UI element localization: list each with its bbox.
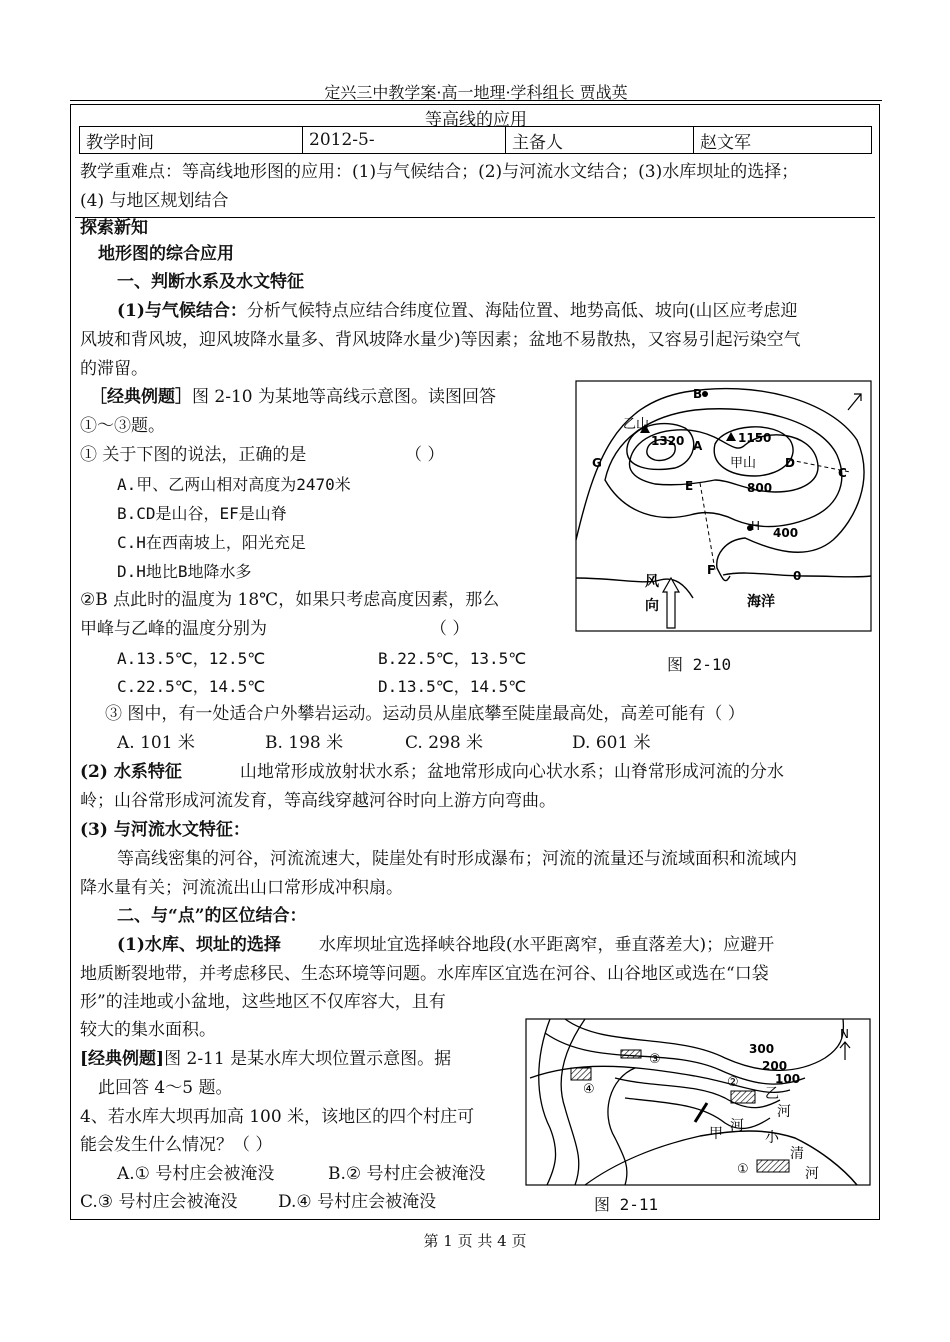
q3-option-a: A. 101 米 xyxy=(117,733,195,753)
village-2-block xyxy=(731,1091,755,1103)
header-rule xyxy=(70,100,882,101)
section-rule xyxy=(75,217,875,218)
figure2-border xyxy=(526,1019,870,1185)
label-village-3: ③ xyxy=(649,1052,661,1067)
point-B-dot xyxy=(702,391,708,397)
example1-intro-text: 图 2-10 为某地等高线示意图。读图回答 xyxy=(192,387,496,407)
hydrology-label: (3) 与河流水文特征： xyxy=(80,820,250,840)
key-points-line1: 教学重难点：等高线地形图的应用：(1)与气候结合；(2)与河流水文结合；(3)水库坝址的选择； xyxy=(80,162,799,182)
label-river-3: 河 xyxy=(805,1166,819,1182)
label-G: G xyxy=(592,456,602,470)
label-village-2: ② xyxy=(727,1075,739,1090)
label-D: D xyxy=(785,456,795,470)
q3-stem: ③ 图中，有一处适合户外攀岩运动。运动员从崖底攀至陡崖最高处，高差可能有（ ） xyxy=(105,704,745,724)
q1-option-a: A.甲、乙两山相对高度为2470米 xyxy=(117,475,351,494)
example1-tag: ［经典例题］ xyxy=(90,387,192,407)
label-wind-1: 风 xyxy=(645,574,659,590)
figure2-caption: 图 2-11 xyxy=(594,1195,659,1214)
label-jiashan: 甲山 xyxy=(730,456,757,471)
example2-tag: [经典例题] xyxy=(80,1049,165,1069)
q1-answer-paren: （ ） xyxy=(405,445,445,465)
q4-option-b: B.② 号村庄会被淹没 xyxy=(328,1164,486,1184)
label-peak2: 1150 xyxy=(738,431,772,445)
hydrology-line2: 降水量有关；河流流出山口常形成冲积扇。 xyxy=(80,878,403,898)
info-cell-date: 2012-5- xyxy=(303,127,506,154)
label-400: 400 xyxy=(773,526,799,540)
q2-option-a: A.13.5℃，12.5℃ xyxy=(117,649,266,668)
dam-line4: 较大的集水面积。 xyxy=(80,1020,216,1040)
q2-stem-a: ②B 点此时的温度为 18℃，如果只考虑高度因素，那么 xyxy=(80,590,500,610)
example1-intro-b: ①～③题。 xyxy=(80,416,165,436)
label-200: 200 xyxy=(762,1059,788,1073)
label-wind-2: 向 xyxy=(645,598,659,614)
q4-option-d: D.④ 号村庄会被淹没 xyxy=(278,1192,437,1212)
label-800: 800 xyxy=(747,481,773,495)
label-A: A xyxy=(693,439,703,453)
q2-option-b: B.22.5℃，13.5℃ xyxy=(378,649,527,668)
figure1-caption: 图 2-10 xyxy=(667,655,732,674)
info-cell-teaching-time: 教学时间 xyxy=(80,127,303,154)
subsection-heading: 地形图的综合应用 xyxy=(98,244,234,264)
village-3-block xyxy=(621,1050,641,1058)
climate-label: (1)与气候结合： xyxy=(117,301,247,321)
label-qing: 清 xyxy=(790,1146,804,1162)
label-B: B xyxy=(693,387,703,401)
heading-water-system: 一、判断水系及水文特征 xyxy=(117,272,304,292)
label-village-4: ④ xyxy=(583,1082,595,1097)
q4-stem-a: 4、若水库大坝再加高 100 米，该地区的四个村庄可 xyxy=(80,1107,475,1127)
climate-text1: 分析气候特点应结合纬度位置、海陆位置、地势高低、坡向(山区应考虑迎 xyxy=(246,301,798,321)
dam-line1 xyxy=(117,931,774,960)
label-jia: 甲 xyxy=(709,1126,723,1142)
climate-line1 xyxy=(117,297,798,326)
label-0: 0 xyxy=(793,569,802,583)
label-village-1: ① xyxy=(737,1162,749,1177)
page-header: 定兴三中教学案·高一地理·学科组长 贾战英 xyxy=(324,83,628,102)
info-table xyxy=(79,126,872,154)
q2-option-d: D.13.5℃，14.5℃ xyxy=(378,677,527,696)
q3-option-b: B. 198 米 xyxy=(265,733,344,753)
example1-intro xyxy=(90,383,496,412)
water-system-line1 xyxy=(80,758,784,787)
label-E: E xyxy=(685,479,694,493)
label-H: H xyxy=(751,519,761,533)
q1-stem: ① 关于下图的说法，正确的是 xyxy=(80,445,307,465)
village-4-block xyxy=(571,1068,591,1080)
section-explore-heading: 探索新知 xyxy=(80,218,148,238)
q1-option-d: D.H地比B地降水多 xyxy=(117,562,252,581)
label-C: C xyxy=(838,466,847,480)
q2-stem-b: 甲峰与乙峰的温度分别为 xyxy=(80,619,267,639)
climate-line3: 的滞留。 xyxy=(80,359,148,379)
label-yi: 乙 xyxy=(765,1086,779,1102)
contour-map-figure-2-10 xyxy=(575,380,872,632)
lesson-title: 等高线的应用 xyxy=(425,110,527,130)
dam-text1: 水库坝址宜选择峡谷地段(水平距离窄，垂直落差大)；应避开 xyxy=(318,935,775,955)
label-xiao: 小 xyxy=(765,1130,779,1146)
dam-label: (1)水库、坝址的选择 xyxy=(117,935,281,955)
key-points-line2: (4) 与地区规划结合 xyxy=(80,191,229,211)
village-1-block xyxy=(757,1160,789,1172)
q4-option-c: C.③ 号村庄会被淹没 xyxy=(80,1192,238,1212)
label-N: N xyxy=(840,1027,849,1041)
q2-option-c: C.22.5℃，14.5℃ xyxy=(117,677,266,696)
label-300: 300 xyxy=(749,1042,775,1056)
figure1-border xyxy=(576,381,871,631)
example2-intro-text: 图 2-11 是某水库大坝位置示意图。据 xyxy=(164,1049,452,1069)
label-river-1: 河 xyxy=(777,1104,791,1120)
label-yishan: 乙山 xyxy=(623,417,650,432)
dam-line2: 地质断裂地带，并考虑移民、生态环境等问题。水库库区宜选在河谷、山谷地区或选在“口袋 xyxy=(80,964,769,984)
q1-option-c: C.H在西南坡上，阳光充足 xyxy=(117,533,306,552)
example2-intro-b: 此回答 4～5 题。 xyxy=(98,1078,233,1098)
label-peak1: 1320 xyxy=(651,434,685,448)
q4-stem-b: 能会发生什么情况？（ ） xyxy=(80,1135,273,1155)
example2-intro xyxy=(80,1045,451,1074)
info-cell-preparer-name: 赵文军 xyxy=(694,127,872,154)
info-cell-preparer-label: 主备人 xyxy=(506,127,694,154)
q4-option-a: A.① 号村庄会被淹没 xyxy=(117,1164,275,1184)
q2-answer-paren: （ ） xyxy=(430,619,470,639)
water-system-text1: 山地常形成放射状水系；盆地常形成向心状水系；山脊常形成河流的分水 xyxy=(239,762,784,782)
dam-line3: 形”的洼地或小盆地，这些地区不仅库容大，且有 xyxy=(80,992,446,1012)
q3-option-d: D. 601 米 xyxy=(572,733,651,753)
info-row xyxy=(80,127,872,154)
label-river-2: 河 xyxy=(730,1118,744,1134)
reservoir-map-figure-2-11 xyxy=(525,1018,871,1186)
page-footer: 第 1 页 共 4 页 xyxy=(423,1232,527,1250)
climate-line2: 风坡和背风坡，迎风坡降水量多、背风坡降水量少)等因素；盆地不易散热，又容易引起污染空气 xyxy=(80,330,801,350)
label-100: 100 xyxy=(775,1072,801,1086)
label-sea: 海洋 xyxy=(747,594,775,610)
heading-location: 二、与“点”的区位结合： xyxy=(117,906,307,926)
label-F: F xyxy=(707,563,716,577)
hydrology-line1: 等高线密集的河谷，河流流速大，陡崖处有时形成瀑布；河流的流量还与流域面积和流域内 xyxy=(117,849,797,869)
q3-option-c: C. 298 米 xyxy=(405,733,484,753)
q1-option-b: B.CD是山谷，EF是山脊 xyxy=(117,504,287,523)
water-system-line2: 岭；山谷常形成河流发育，等高线穿越河谷时向上游方向弯曲。 xyxy=(80,791,556,811)
water-system-label: (2) 水系特征 xyxy=(80,762,182,782)
